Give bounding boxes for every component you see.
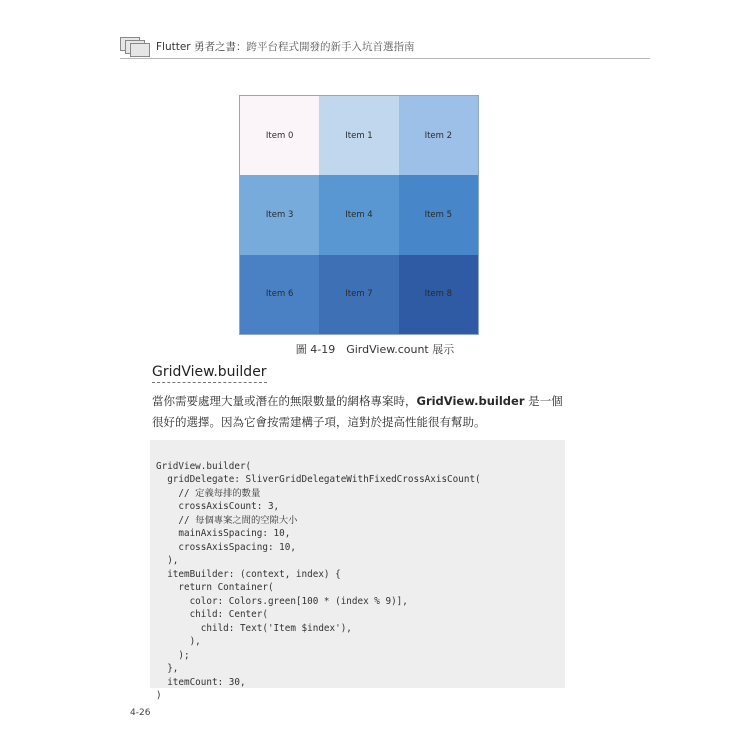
grid-cell-label: Item 0 bbox=[265, 130, 294, 141]
book-stack-icon bbox=[120, 37, 150, 55]
grid-cell bbox=[240, 175, 319, 254]
section-heading: GridView.builder bbox=[152, 364, 267, 383]
grid-cell bbox=[240, 96, 319, 175]
grid-cell-label: Item 3 bbox=[265, 209, 294, 220]
grid-cell bbox=[399, 96, 478, 175]
code-line: crossAxisCount: 3, bbox=[156, 501, 280, 512]
code-line: ), bbox=[156, 636, 201, 647]
grid-cell bbox=[319, 175, 398, 254]
grid-cell-label: Item 6 bbox=[265, 289, 294, 300]
grid-cell-label: Item 4 bbox=[345, 209, 373, 220]
body-paragraph bbox=[152, 391, 572, 433]
code-line: return Container( bbox=[156, 582, 274, 593]
grid-cell bbox=[319, 255, 398, 334]
grid-cell bbox=[319, 96, 398, 175]
code-line: ); bbox=[156, 649, 190, 661]
code-line: gridDelegate: SliverGridDelegateWithFixedCrossAxisCount( bbox=[156, 474, 481, 485]
book-subtitle: 跨平台程式開發的新手入坑首選指南 bbox=[246, 41, 415, 53]
code-line: // 每個專案之間的空隙大小 bbox=[156, 514, 298, 526]
code-line: ), bbox=[156, 555, 179, 566]
code-line: color: Colors.green[100 * (index % 9)], bbox=[156, 595, 408, 607]
running-header bbox=[120, 36, 650, 59]
grid-cell-label: Item 5 bbox=[424, 209, 453, 220]
grid-cell bbox=[399, 175, 478, 254]
page-number: 4-26 bbox=[130, 708, 151, 718]
code-block bbox=[150, 440, 565, 701]
header-separator: ： bbox=[235, 41, 247, 53]
book-title: Flutter 勇者之書 bbox=[156, 41, 236, 53]
header-text bbox=[156, 39, 414, 54]
gridview-count-figure bbox=[239, 95, 479, 335]
code-line: child: Center( bbox=[156, 609, 268, 620]
grid-cell-label: Item 2 bbox=[424, 130, 453, 141]
figure-caption: 圖 4-19 GirdView.count 展示 bbox=[295, 343, 455, 356]
code-line: }, bbox=[156, 663, 179, 674]
grid-cell-label: Item 7 bbox=[345, 289, 373, 300]
grid-cell-label: Item 1 bbox=[345, 130, 373, 141]
grid-cell bbox=[399, 255, 478, 334]
code-line: ) bbox=[156, 690, 162, 701]
code-line: // 定義每排的數量 bbox=[156, 487, 261, 499]
code-line: mainAxisSpacing: 10, bbox=[156, 528, 291, 539]
paragraph-bold-term: GridView.builder bbox=[416, 394, 525, 408]
grid-cell bbox=[240, 255, 319, 334]
paragraph-text: 當你需要處理大量或潛在的無限數量的網格專案時， bbox=[152, 394, 417, 408]
code-line: itemBuilder: (context, index) { bbox=[156, 568, 341, 580]
code-line: child: Text('Item $index'), bbox=[156, 622, 352, 634]
code-line: crossAxisSpacing: 10, bbox=[156, 541, 296, 553]
code-line: itemCount: 30, bbox=[156, 676, 246, 688]
grid-cell-label: Item 8 bbox=[424, 289, 453, 300]
paragraph-text: 是一個很好的選擇。因為它會按需建構子項，這對於提高性能很有幫助。 bbox=[152, 394, 563, 429]
code-line: GridView.builder( bbox=[156, 460, 252, 472]
